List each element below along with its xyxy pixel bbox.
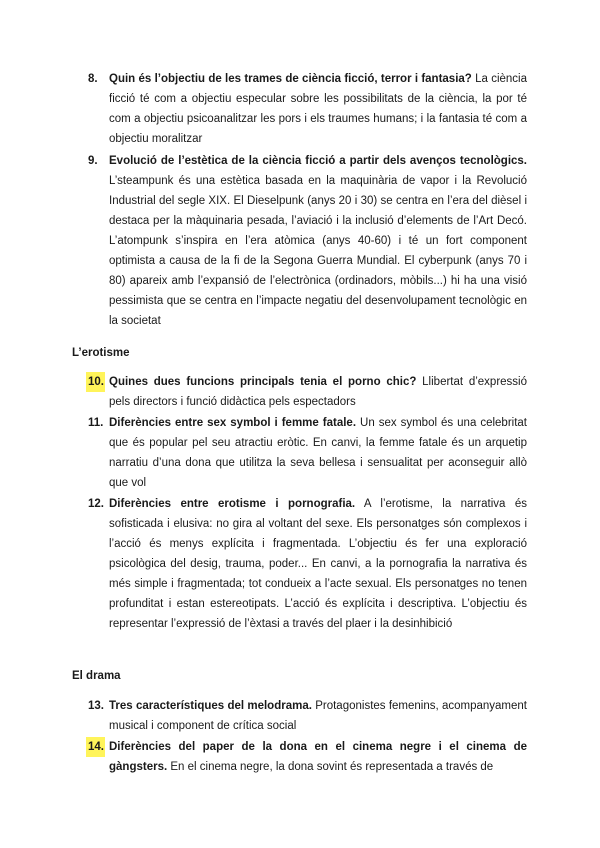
answer-text: La ciència ficció té com a objectiu especular sobre les possibilitats de la ciència, la por té com a objectiu psicoanalitzar les pors i els traumes humans; i la fantasia té com a objectiu moralitzar [109, 73, 528, 145]
question-body [109, 696, 527, 736]
question-body [109, 69, 527, 149]
answer-text: Protagonistes femenins, acompanyament musical i component de crítica social [109, 700, 527, 732]
answer-text: A l’erotisme, la narrativa és sofisticada i elusiva: no gira al voltant del sexe. Els personatges són complexos i l’acció és menys explícita i fragmentada. L’objectiu és fer una exploració psicològica del desig, trauma, poder... En canvi, a la pornografia la narrativa és més simple i fragmentada; tot condueix a l’acte sexual. Els personatges no tenen profunditat i estan estereotipats. L’acció és explícita i descriptiva. L’objectiu és representar l’expressió de l’èxtasi a través del plaer i la desinhibició [109, 498, 527, 630]
question-body [109, 151, 527, 331]
question-title: Tres característiques del melodrama. [109, 700, 312, 712]
question-number: 10. [86, 372, 105, 392]
answer-text: Un sex symbol és una celebritat que és popular pel seu atractiu eròtic. En canvi, la femme fatale és un arquetip narratiu d’una dona que utilitza la seva bellesa i sensualitat per aconseguir allò que vol [109, 417, 527, 489]
question-body [109, 737, 527, 777]
question-number: 11. [88, 417, 104, 429]
question-number: 8. [88, 73, 98, 85]
question-title: Diferències entre sex symbol i femme fatale. [109, 417, 357, 429]
answer-text: Llibertat d’expressió pels directors i funció didàctica pels espectadors [109, 376, 527, 408]
question-title: Diferències del paper de la dona en el cinema negre i el cinema de gàngsters. [109, 741, 527, 773]
section-heading-erotisme: L’erotisme [72, 347, 130, 359]
question-number: 12. [88, 498, 104, 510]
question-number: 13. [88, 700, 104, 712]
section-heading-drama: El drama [72, 670, 121, 682]
question-title: Quin és l’objectiu de les trames de ciència ficció, terror i fantasia? [109, 73, 472, 85]
question-title: Diferències entre erotisme i pornografia. [109, 498, 356, 510]
answer-text: L’steampunk és una estètica basada en la maquinària de vapor i la Revolució Industrial del segle XIX. El Dieselpunk (anys 20 i 30) se centra en l’era del dièsel i destaca per la màquinaria pesada, l’aviació i la inclusió d’elements de l’Art Decó. L’atompunk s’inspira en l’era atòmica (anys 40-60) i té un fort component optimista a causa de la fi de la Segona Guerra Mundial. El cyberpunk (anys 70 i 80) apareix amb l’expansió de l’electrònica (ordinadors, mòbils...) hi ha una visió pessimista que se centra en l’impacte negatiu del desenvolupament tecnològic en la societat [109, 175, 527, 327]
question-title: Evolució de l’estètica de la ciència ficció a partir dels avenços tecnològics. [109, 155, 527, 167]
question-body [109, 494, 527, 634]
question-body [109, 413, 527, 493]
question-title: Quines dues funcions principals tenia el porno chic? [109, 376, 417, 388]
question-number: 9. [88, 155, 98, 167]
answer-text: En el cinema negre, la dona sovint és representada a través de [167, 761, 494, 773]
question-body [109, 372, 527, 412]
question-number: 14. [86, 737, 105, 757]
